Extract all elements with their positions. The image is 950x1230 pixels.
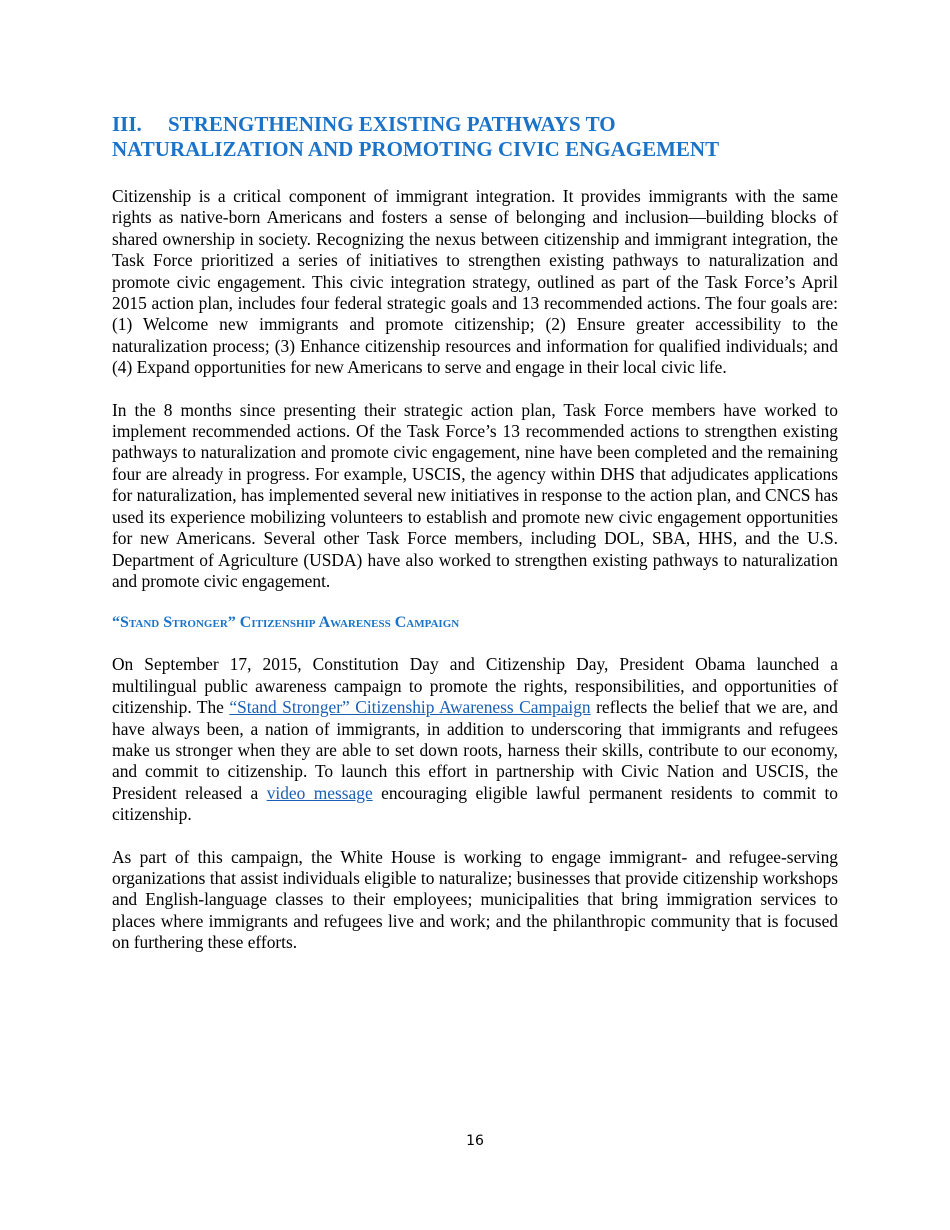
campaign-text-part-1: On September 17, 2015, Constitution Day and Citizenship Day, President Obama launched a multilingual public awareness campaign to promote the rights, responsibilities, and opportunities of citizenship. The [112, 654, 838, 718]
paragraph-white-house-engagement: As part of this campaign, the White House is working to engage immigrant- and refugee-serving organizations that assist individuals eligible to naturalize; businesses that provide citizenship workshops and English-language classes to their employees; municipalities that bring immigration services to places where immigrants and refugees live and work; and the philanthropic community that is focused on furthering these efforts. [112, 846, 838, 953]
section-title-line-2: NATURALIZATION AND PROMOTING CIVIC ENGAGEMENT [112, 137, 720, 161]
video-message-link[interactable]: video message [266, 782, 373, 803]
campaign-text-part-2: reflects the belief that we are, and have always been, a nation of immigrants, in addition to underscoring that immigrants and refugees make us stronger when they are able to set down roots, harness their skills, contribute to our economy, and commit to citizenship. To launch this effort in partnership with Civic Nation and USCIS, the President released a [112, 697, 838, 803]
paragraph-campaign-launch [112, 654, 838, 825]
page-number: 16 [466, 1133, 484, 1149]
paragraph-citizenship-intro: Citizenship is a critical component of immigrant integration. It provides immigrants with the same rights as native-born Americans and fosters a sense of belonging and inclusion—building blocks of shared ownership in society. Recognizing the nexus between citizenship and immigrant integration, the Task Force prioritized a series of initiatives to strengthen existing pathways to naturalization and promote civic engagement. This civic integration strategy, outlined as part of the Task Force’s April 2015 action plan, includes four federal strategic goals and 13 recommended actions. The four goals are: (1) Welcome new immigrants and promote citizenship; (2) Ensure greater accessibility to the naturalization process; (3) Enhance citizenship resources and information for qualified individuals; and (4) Expand opportunities for new Americans to serve and engage in their local civic life. [112, 186, 838, 378]
subsection-heading: “Stand Stronger” Citizenship Awareness Campaign [112, 614, 460, 632]
paragraph-progress: In the 8 months since presenting their strategic action plan, Task Force members have worked to implement recommended actions. Of the Task Force’s 13 recommended actions to strengthen existing pathways to naturalization and promote civic engagement, nine have been completed and the remaining four are already in progress. For example, USCIS, the agency within DHS that adjudicates applications for naturalization, has implemented several new initiatives in response to the action plan, and CNCS has used its experience mobilizing volunteers to establish and promote new civic engagement opportunities for new Americans. Several other Task Force members, including DOL, SBA, HHS, and the U.S. Department of Agriculture (USDA) have also worked to strengthen existing pathways to naturalization and promote civic engagement. [112, 399, 838, 591]
section-heading [112, 112, 838, 162]
campaign-text-part-3: encouraging eligible lawful permanent residents to commit to citizenship. [112, 782, 838, 825]
section-title-line-1: STRENGTHENING EXISTING PATHWAYS TO [168, 112, 616, 136]
section-number: III. [112, 112, 142, 136]
campaign-link[interactable]: “Stand Stronger” Citizenship Awareness Campaign [229, 697, 591, 718]
document-page [112, 112, 838, 954]
